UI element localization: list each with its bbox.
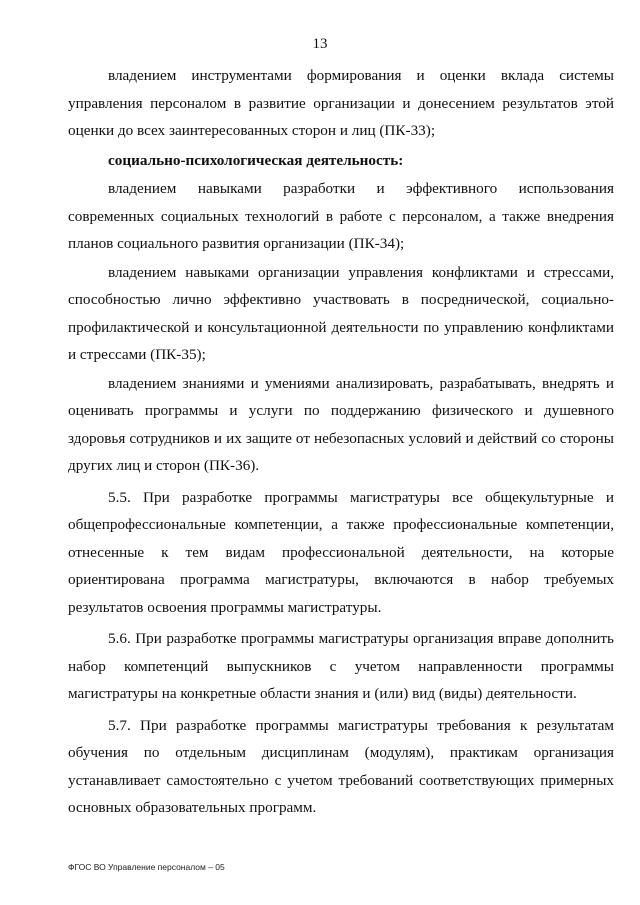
- paragraph-pk33: владением инструментами формирования и оценки вклада системы управления персоналом в развитие организации и донесением результатов этой оценки до всех заинтересованных сторон и лиц (ПК-33);: [68, 67, 614, 139]
- paragraph-5-7: 5.7. При разработке программы магистратуры требования к результатам обучения по отдельным дисциплинам (модулям), практикам организация устанавливает самостоятельно с учетом требований соответствующих примерных основных образовательных программ.: [68, 716, 614, 816]
- paragraph-pk34: владением навыками разработки и эффективного использования современных социальных технологий в работе с персоналом, а также внедрения планов социального развития организации (ПК-34);: [68, 180, 614, 252]
- paragraph-pk36: владением знаниями и умениями анализировать, разрабатывать, внедрять и оценивать программы и услуги по поддержанию физического и душевного здоровья сотрудников и их защите от небезопасных условий и действий со стороны других лиц и сторон (ПК-36).: [68, 374, 614, 474]
- paragraph-5-6: 5.6. При разработке программы магистратуры организация вправе дополнить набор компетенций выпускников с учетом направленности программы магистратуры на конкретные области знания и (или) вид (виды) деятельности.: [68, 630, 614, 702]
- page-number: 13: [312, 36, 328, 52]
- section-heading: социально-психологическая деятельность:: [108, 151, 404, 169]
- paragraph-5-5: 5.5. При разработке программы магистратуры все общекультурные и общепрофессиональные компетенции, а также профессиональные компетенции, отнесенные к тем видам профессиональной деятельности, на которые ориентирована программа магистратуры, включаются в набор требуемых результатов освоения программы магистратуры.: [68, 488, 614, 616]
- paragraph-pk35: владением навыками организации управления конфликтами и стрессами, способностью лично эффективно участвовать в посреднической, социально-профилактической и консультационной деятельности по управлению конфликтами и стрессами (ПК-35);: [68, 263, 614, 363]
- footer-label: ФГОС ВО Управление персоналом – 05: [68, 862, 225, 872]
- document-body: [68, 62, 614, 823]
